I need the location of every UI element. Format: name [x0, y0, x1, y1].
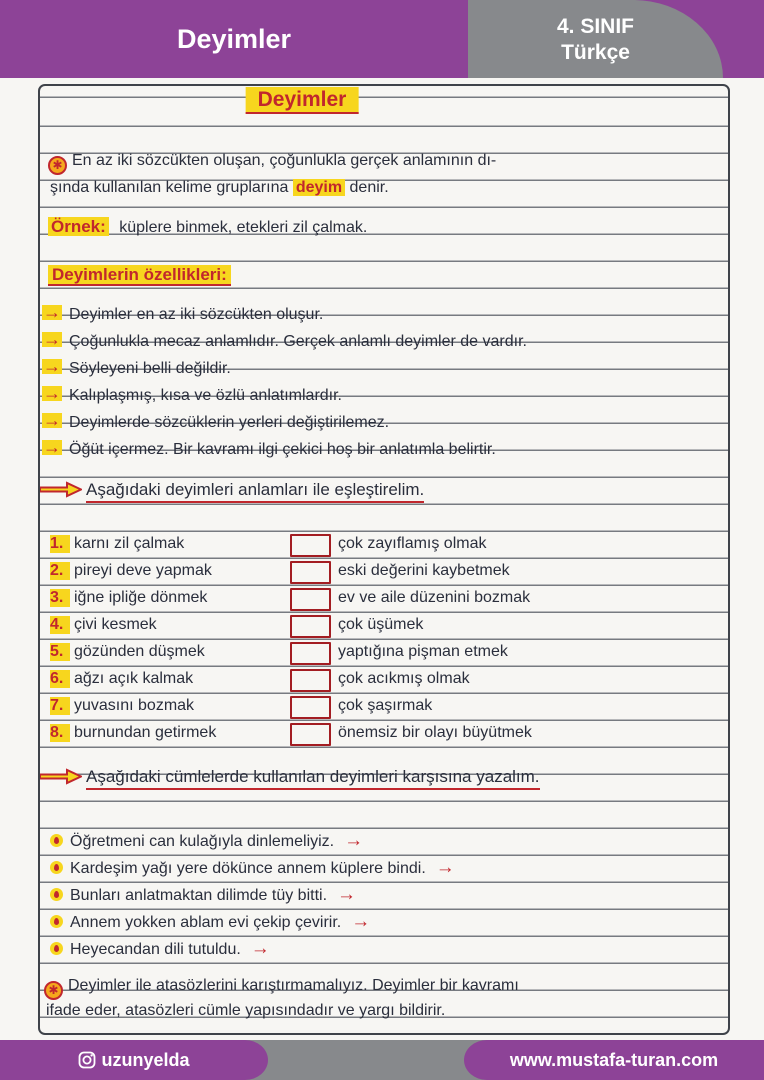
arrow-right-icon: → — [344, 830, 364, 851]
arrow-right-icon: → — [43, 356, 61, 376]
feature-item — [40, 410, 730, 440]
definition-text-1: En az iki sözcükten oluşan, çoğunlukla gerçek anlamının dı- — [72, 152, 497, 169]
instagram-handle-text: uzunyelda — [101, 1050, 190, 1070]
feature-item — [40, 329, 730, 359]
meaning-text: çok acıkmış olmak — [338, 670, 470, 687]
idiom-cell — [50, 643, 205, 661]
meaning-text: ev ve aile düzenini bozmak — [338, 589, 531, 606]
feature-item — [40, 302, 730, 332]
arrow-right-icon: → — [43, 302, 61, 322]
sentence-row — [40, 938, 738, 965]
definition-line-2 — [40, 179, 738, 206]
sentence-row — [40, 911, 738, 938]
footer-bar — [0, 1040, 764, 1080]
star-icon: ✱ — [48, 156, 67, 175]
meaning-text: çok üşümek — [338, 616, 424, 633]
sentence-text: Kardeşim yağı yere dökünce annem küplere bindi. — [70, 860, 426, 877]
match-heading-row — [40, 480, 728, 507]
bullet-dot-icon — [50, 942, 63, 955]
arrow-right-icon: → — [250, 938, 270, 959]
instagram-icon — [78, 1051, 96, 1069]
answer-box[interactable] — [290, 588, 331, 611]
write-heading: Aşağıdaki cümlelerde kullanılan deyimleri karşısına yazalım. — [86, 767, 540, 790]
feature-text: Deyimler en az iki sözcükten oluşur. — [69, 306, 324, 323]
grade-label: 4. SINIF — [556, 15, 635, 38]
meaning-text: yaptığına pişman etmek — [338, 643, 508, 660]
note-line-2 — [40, 1002, 734, 1029]
section-arrow-icon — [40, 481, 82, 498]
worksheet-title: Deyimler — [246, 87, 359, 114]
instagram-handle[interactable] — [0, 1040, 268, 1080]
sentence-row — [40, 884, 738, 911]
item-number: 2. — [50, 562, 70, 580]
match-row — [40, 667, 728, 694]
bullet-dot-icon — [50, 915, 63, 928]
bullet-dot-icon — [50, 888, 63, 901]
answer-box[interactable] — [290, 615, 331, 638]
idiom-text: gözünden düşmek — [74, 643, 205, 660]
item-number: 1. — [50, 535, 70, 553]
idiom-text: burnundan getirmek — [74, 724, 217, 741]
arrow-right-icon: → — [43, 437, 61, 457]
example-label: Örnek: — [48, 217, 109, 236]
meaning-text: eski değerini kaybetmek — [338, 562, 510, 579]
idiom-cell — [50, 535, 184, 553]
section-arrow-icon — [40, 768, 82, 785]
deyim-highlight: deyim — [293, 179, 345, 196]
notebook-page — [38, 84, 730, 1035]
idiom-text: pireyi deve yapmak — [74, 562, 212, 579]
feature-item — [40, 437, 730, 467]
features-heading: Deyimlerin özellikleri: — [48, 265, 231, 286]
match-row — [40, 613, 728, 640]
arrow-right-icon: → — [337, 884, 357, 905]
arrow-right-icon: → — [351, 911, 371, 932]
example-text: küplere binmek, etekleri zil çalmak. — [119, 219, 368, 236]
idiom-text: yuvasını bozmak — [74, 697, 195, 714]
star-icon: ✱ — [44, 981, 63, 1000]
sentence-row — [40, 857, 738, 884]
answer-box[interactable] — [290, 534, 331, 557]
sentence-row — [40, 830, 738, 857]
page-title: Deyimler — [176, 24, 292, 54]
idiom-cell — [50, 697, 194, 715]
subject-label: Türkçe — [561, 41, 630, 65]
idiom-cell — [50, 616, 157, 634]
example-row — [40, 217, 736, 244]
note-text-2: ifade eder, atasözleri cümle yapısındadır ve yargı bildirir. — [46, 1002, 446, 1019]
meaning-text: çok şaşırmak — [338, 697, 433, 714]
sentence-text: Heyecandan dili tutuldu. — [70, 941, 241, 958]
match-row — [40, 532, 728, 559]
item-number: 3. — [50, 589, 70, 607]
header-bar — [0, 0, 764, 78]
item-number: 5. — [50, 643, 70, 661]
feature-item — [40, 356, 730, 386]
feature-text: Çoğunlukla mecaz anlamlıdır. Gerçek anlamlı deyimler de vardır. — [69, 333, 527, 350]
feature-text: Öğüt içermez. Bir kavramı ilgi çekici hoş bir anlatımla belirtir. — [69, 441, 496, 458]
grade-badge — [468, 0, 723, 78]
idiom-text: ağzı açık kalmak — [74, 670, 194, 687]
sentence-text: Bunları anlatmaktan dilimde tüy bitti. — [70, 887, 328, 904]
idiom-text: iğne ipliğe dönmek — [74, 589, 208, 606]
item-number: 8. — [50, 724, 70, 742]
bullet-dot-icon — [50, 861, 63, 874]
meaning-text: çok zayıflamış olmak — [338, 535, 487, 552]
website-text: www.mustafa-turan.com — [509, 1050, 719, 1070]
match-row — [40, 721, 728, 748]
bullet-dot-icon — [50, 834, 63, 847]
item-number: 6. — [50, 670, 70, 688]
feature-text: Deyimlerde sözcüklerin yerleri değiştirilemez. — [69, 414, 390, 431]
feature-item — [40, 383, 730, 413]
answer-box[interactable] — [290, 561, 331, 584]
arrow-right-icon: → — [435, 857, 455, 878]
idiom-text: çivi kesmek — [74, 616, 157, 633]
sentence-text: Annem yokken ablam evi çekip çevirir. — [70, 914, 342, 931]
feature-text: Kalıplaşmış, kısa ve özlü anlatımlardır. — [69, 387, 342, 404]
write-heading-row — [40, 767, 728, 794]
note-text-1: Deyimler ile atasözlerini karıştırmamalıyız. Deyimler bir kavramı — [68, 977, 519, 994]
definition-line-1 — [40, 152, 736, 179]
arrow-right-icon: → — [43, 383, 61, 403]
website-link[interactable] — [464, 1040, 764, 1080]
answer-box[interactable] — [290, 696, 331, 719]
meaning-text: önemsiz bir olayı büyütmek — [338, 724, 532, 741]
answer-box[interactable] — [290, 723, 331, 746]
match-row — [40, 640, 728, 667]
idiom-text: karnı zil çalmak — [74, 535, 185, 552]
note-line-1 — [40, 977, 732, 1004]
idiom-cell — [50, 724, 216, 742]
arrow-right-icon: → — [43, 410, 61, 430]
idiom-cell — [50, 589, 207, 607]
idiom-cell — [50, 670, 193, 688]
item-number: 7. — [50, 697, 70, 715]
answer-box[interactable] — [290, 669, 331, 692]
arrow-right-icon: → — [43, 329, 61, 349]
feature-text: Söyleyeni belli değildir. — [69, 360, 231, 377]
match-row — [40, 559, 728, 586]
idiom-cell — [50, 562, 212, 580]
answer-box[interactable] — [290, 642, 331, 665]
definition-text-2a: şında kullanılan kelime gruplarına — [50, 179, 289, 196]
match-row — [40, 694, 728, 721]
definition-text-2b: denir. — [349, 179, 389, 196]
item-number: 4. — [50, 616, 70, 634]
features-heading-row — [40, 265, 736, 292]
match-row — [40, 586, 728, 613]
sentence-text: Öğretmeni can kulağıyla dinlemeliyiz. — [70, 833, 335, 850]
match-heading: Aşağıdaki deyimleri anlamları ile eşleştirelim. — [86, 480, 424, 503]
